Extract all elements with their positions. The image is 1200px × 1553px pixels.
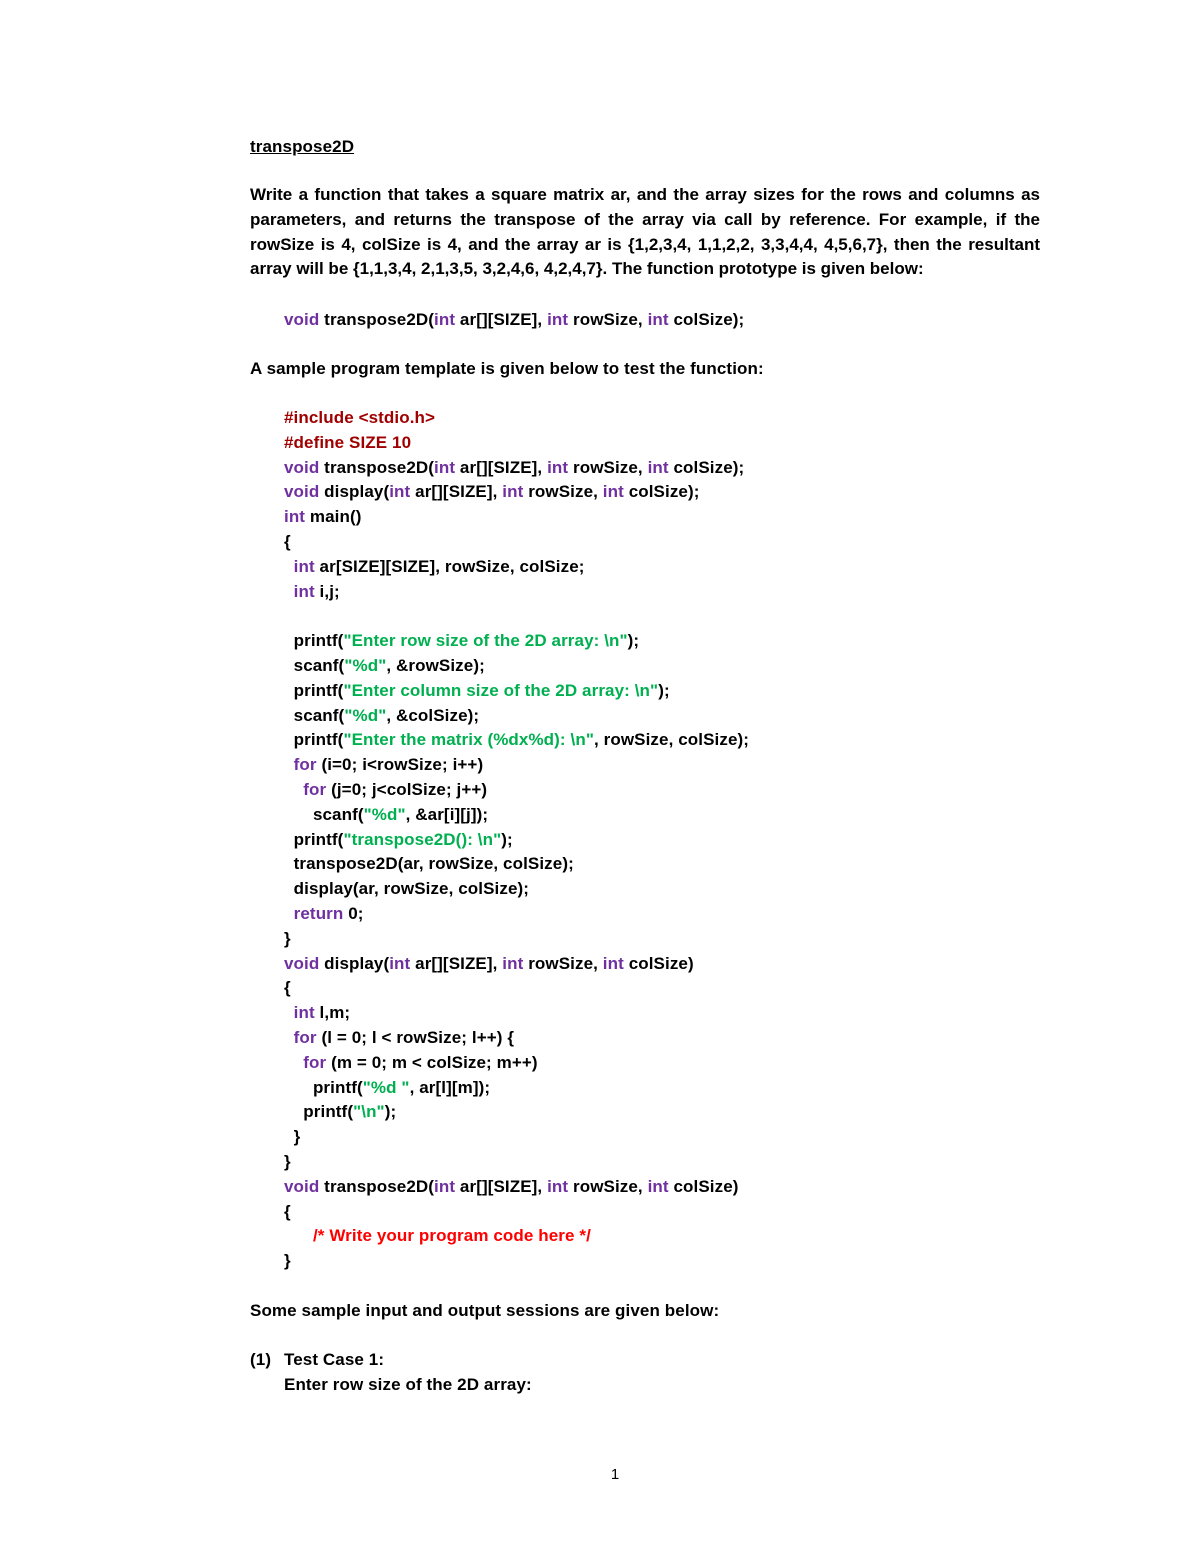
code-text xyxy=(284,780,303,799)
code-line xyxy=(284,1100,396,1124)
code-text: display( xyxy=(319,953,390,973)
code-text: i,j; xyxy=(314,581,340,601)
code-keyword: for xyxy=(303,780,327,799)
code-keyword: for xyxy=(293,755,317,775)
code-line xyxy=(284,728,749,752)
code-text: colSize); xyxy=(668,457,745,477)
code-text: , &rowSize); xyxy=(386,656,485,675)
code-text: scanf( xyxy=(284,804,364,824)
code-text: (j=0; j<colSize; j++) xyxy=(326,780,488,799)
code-text xyxy=(284,1226,313,1245)
code-text: printf( xyxy=(284,1102,354,1122)
code-text: (l = 0; l < rowSize; l++) { xyxy=(316,1028,515,1047)
test-case-title: Test Case 1: xyxy=(284,1350,385,1369)
code-string: "Enter column size of the 2D array: \n" xyxy=(343,680,659,700)
code-keyword: void xyxy=(284,953,320,973)
code-text: transpose2D(ar, rowSize, colSize); xyxy=(284,854,574,874)
code-text: (m = 0; m < colSize; m++) xyxy=(326,1052,538,1072)
code-line xyxy=(284,753,483,777)
code-keyword: int xyxy=(434,457,456,477)
code-text: scanf( xyxy=(284,705,345,725)
code-line xyxy=(284,480,700,504)
code-text: rowSize, xyxy=(523,953,603,973)
code-keyword: int xyxy=(293,581,315,601)
code-text: ar[][SIZE], xyxy=(410,482,503,502)
code-text xyxy=(284,1003,294,1022)
code-line xyxy=(284,679,670,703)
code-line xyxy=(284,555,585,579)
code-keyword: int xyxy=(434,310,456,329)
code-keyword: int xyxy=(502,953,524,973)
code-text: printf( xyxy=(284,680,344,700)
problem-description: Write a function that takes a square matrix ar, and the array sizes for the rows and columns as parameters, and returns the transpose of the array via call by reference. For example, if the rowSize is 4, colSize is 4, and the array ar is {1,2,3,4, 1,1,2,2, 3,3,4,4, 4,5,6,7}, then the resultant array will be {1,1,3,4, 2,1,3,5, 3,2,4,6, 4,2,4,7}. The function prototype is given below: xyxy=(250,185,1040,279)
code-text: , ar[l][m]); xyxy=(409,1077,491,1097)
code-text: , rowSize, colSize); xyxy=(593,730,750,750)
code-text: colSize) xyxy=(623,953,694,973)
code-text: , &ar[i][j]); xyxy=(405,804,489,824)
code-keyword: int xyxy=(284,507,306,527)
code-text: rowSize, xyxy=(568,457,648,477)
code-text: { xyxy=(284,1201,291,1221)
code-line xyxy=(284,406,435,430)
code-line xyxy=(284,778,487,802)
code-text: rowSize, xyxy=(568,310,648,329)
code-text: } xyxy=(284,1127,301,1147)
code-text xyxy=(284,1028,294,1047)
code-line xyxy=(284,1076,490,1100)
code-line xyxy=(284,580,340,604)
sessions-intro: Some sample input and output sessions are given below: xyxy=(250,1301,720,1320)
code-keyword: int xyxy=(293,1003,315,1023)
code-text: main() xyxy=(305,507,362,527)
code-line xyxy=(284,952,694,976)
code-keyword: int xyxy=(547,457,569,477)
code-text: scanf( xyxy=(284,656,345,675)
code-keyword: int xyxy=(293,556,315,576)
code-text: printf( xyxy=(284,631,344,651)
code-string: "%d" xyxy=(344,656,387,675)
code-line xyxy=(284,852,574,876)
code-text: ); xyxy=(384,1102,397,1122)
test-case-line: Enter row size of the 2D array: xyxy=(284,1375,532,1394)
code-text: display(ar, rowSize, colSize); xyxy=(284,879,530,899)
code-line xyxy=(284,456,744,480)
code-keyword: int xyxy=(547,310,569,329)
code-keyword: int xyxy=(502,482,524,502)
code-string: "%d" xyxy=(344,705,387,725)
code-text: ar[][SIZE], xyxy=(455,457,548,477)
code-preprocessor: #define SIZE 10 xyxy=(284,432,412,452)
code-line xyxy=(284,629,639,653)
code-line xyxy=(284,505,362,529)
code-text xyxy=(284,582,294,601)
code-text xyxy=(284,904,294,923)
code-line xyxy=(284,803,488,827)
document-title: transpose2D xyxy=(250,137,355,156)
code-text: l,m; xyxy=(314,1003,351,1023)
code-line xyxy=(284,1249,291,1273)
code-text: ar[][SIZE], xyxy=(455,310,548,329)
code-preprocessor: #include <stdio.h> xyxy=(284,408,436,427)
code-keyword: int xyxy=(389,953,411,973)
code-line xyxy=(284,1051,538,1075)
code-text: ar[SIZE][SIZE], rowSize, colSize; xyxy=(314,556,585,576)
code-string: "%d" xyxy=(363,804,406,824)
code-string: "%d " xyxy=(362,1077,410,1097)
code-keyword: void xyxy=(284,310,320,329)
code-text: } xyxy=(284,1251,291,1271)
test-case-number: (1) xyxy=(250,1350,272,1369)
code-text: colSize); xyxy=(623,482,700,502)
code-keyword: for xyxy=(293,1028,317,1047)
code-keyword: void xyxy=(284,482,320,502)
code-text: ar[][SIZE], xyxy=(410,953,503,973)
function-prototype xyxy=(284,308,744,332)
code-keyword: int xyxy=(434,1176,456,1196)
code-text: printf( xyxy=(284,730,344,750)
code-keyword: int xyxy=(602,482,624,502)
code-keyword: int xyxy=(647,457,669,477)
code-text: transpose2D( xyxy=(319,310,435,329)
code-keyword: int xyxy=(389,482,411,502)
code-line xyxy=(284,1001,350,1025)
code-line xyxy=(284,654,485,678)
code-line xyxy=(284,530,291,554)
code-text: transpose2D( xyxy=(319,1176,435,1196)
code-line xyxy=(284,704,479,728)
template-intro: A sample program template is given below to test the function: xyxy=(250,359,764,378)
code-line xyxy=(284,1150,291,1174)
code-line xyxy=(284,877,529,901)
code-text: printf( xyxy=(284,829,344,849)
code-line xyxy=(284,902,364,926)
code-string: "transpose2D(): \n" xyxy=(343,829,502,849)
code-string: "\n" xyxy=(353,1102,385,1122)
page-number: 1 xyxy=(610,1466,620,1483)
code-text: ar[][SIZE], xyxy=(455,1176,548,1196)
code-text xyxy=(284,557,294,576)
code-text: } xyxy=(284,928,291,948)
code-text: printf( xyxy=(284,1077,363,1097)
code-line xyxy=(284,976,291,1000)
code-line xyxy=(284,431,411,455)
code-string: "Enter the matrix (%dx%d): \n" xyxy=(343,730,594,750)
code-text xyxy=(284,1053,303,1072)
code-text: 0; xyxy=(343,904,364,923)
code-text: ); xyxy=(658,680,670,700)
code-line xyxy=(284,927,291,951)
code-text: colSize); xyxy=(668,310,745,329)
code-text: rowSize, xyxy=(568,1176,648,1196)
code-line xyxy=(284,1026,514,1050)
code-text: { xyxy=(284,532,291,551)
code-text: colSize) xyxy=(668,1176,739,1196)
code-text xyxy=(284,755,294,774)
code-text: display( xyxy=(319,482,390,502)
code-text: } xyxy=(284,1152,291,1171)
code-keyword: int xyxy=(547,1176,569,1196)
code-text: rowSize, xyxy=(523,482,603,502)
code-keyword: int xyxy=(602,953,624,973)
code-comment: /* Write your program code here */ xyxy=(312,1226,591,1246)
code-text: , &colSize); xyxy=(386,705,480,725)
code-string: "Enter row size of the 2D array: \n" xyxy=(343,631,628,651)
code-keyword: return xyxy=(293,904,344,923)
code-line xyxy=(284,1200,291,1224)
code-text: { xyxy=(284,978,291,998)
code-line xyxy=(284,1224,591,1248)
code-keyword: void xyxy=(284,1176,320,1196)
code-text: ); xyxy=(627,631,640,651)
code-text: (i=0; i<rowSize; i++) xyxy=(316,755,484,775)
code-line xyxy=(284,1175,739,1199)
code-line xyxy=(284,1125,300,1149)
code-text: ); xyxy=(501,829,513,849)
code-text: transpose2D( xyxy=(319,457,435,477)
code-line xyxy=(284,828,513,852)
code-keyword: void xyxy=(284,457,320,477)
code-keyword: int xyxy=(647,1176,669,1196)
code-keyword: for xyxy=(303,1052,327,1072)
code-keyword: int xyxy=(647,310,669,329)
